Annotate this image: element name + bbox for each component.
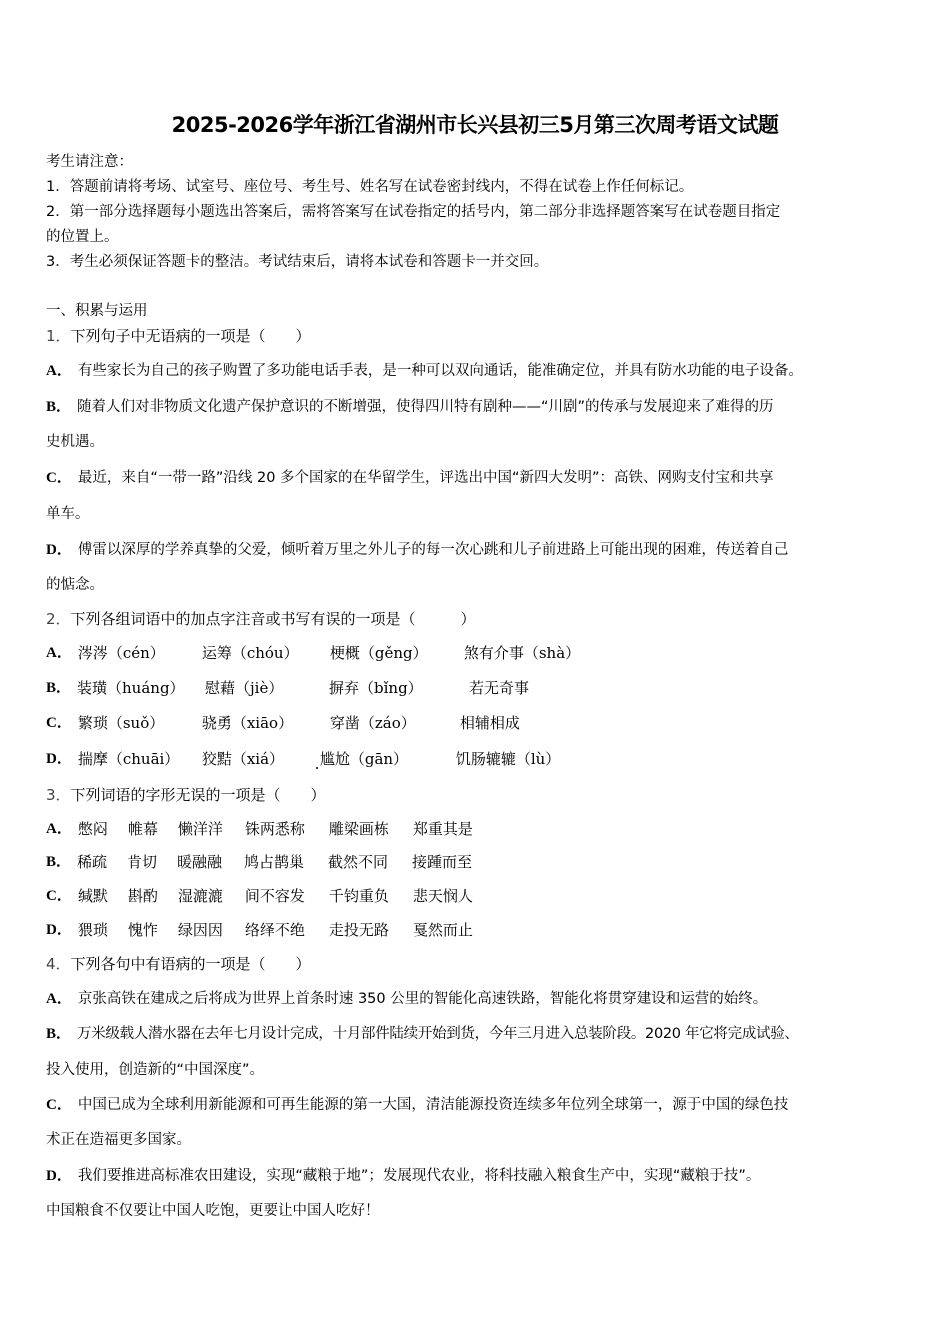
question-4-option-a xyxy=(46,987,767,1010)
word-item: 截然不同 xyxy=(328,853,389,871)
word-item: 斟酌 xyxy=(127,887,158,905)
word-item: 狡黠（xiá） xyxy=(201,750,285,768)
word-item: 装璜（huáng） xyxy=(77,679,185,697)
word-item: 缄默 xyxy=(77,887,108,905)
question-4-stem xyxy=(46,953,311,975)
option-text: 傅雷以深厚的学养真挚的父爱，倾听着万里之外儿子的每一次心跳和儿子前进路上可能出现的困难，传送着自己 xyxy=(77,542,789,558)
option-text: 万米级载人潜水器在去年七月设计完成，十月部件陆续开始到货，今年三月进入总装阶段。2020 年它将完成试验、 xyxy=(77,1026,799,1042)
word-item: 摒弃（bǐng） xyxy=(329,679,423,697)
option-letter: A． xyxy=(46,363,72,379)
word-item: 相辅相成 xyxy=(459,714,520,732)
question-1-option-b xyxy=(46,395,774,418)
question-2-stem xyxy=(46,608,476,630)
question-number: 4． xyxy=(46,955,71,973)
option-letter: D． xyxy=(46,922,72,938)
word-item: 帷幕 xyxy=(127,820,158,838)
question-3-option-b xyxy=(46,851,496,873)
option-letter: C． xyxy=(46,470,72,486)
question-2-option-c xyxy=(46,712,520,734)
notice-item-2: 2．第一部分选择题每小题选出答案后，需将答案写在试卷指定的括号内，第二部分非选择题答案写在试卷题目指定 xyxy=(46,204,781,220)
question-1-stem xyxy=(46,325,311,347)
word-item: 稀疏 xyxy=(77,853,108,871)
word-item: 猥琐 xyxy=(77,921,108,939)
question-1-option-a xyxy=(46,359,803,382)
question-4-option-c-cont: 术正在造福更多国家。 xyxy=(46,1132,191,1148)
option-letter: A． xyxy=(46,821,72,837)
option-letter: D． xyxy=(46,751,72,767)
question-2-option-a xyxy=(46,642,580,664)
question-3-option-a xyxy=(46,818,497,840)
question-text: 下列各组词语中的加点字注音或书写有误的一项是（ ） xyxy=(70,610,476,628)
question-4-option-b xyxy=(46,1022,799,1045)
word-item: 雕梁画栋 xyxy=(328,820,389,838)
option-text: 有些家长为自己的孩子购置了多功能电话手表，是一种可以双向通话，能准确定位，并具有防水功能的电子设备。 xyxy=(77,363,803,379)
question-1-option-c-cont: 单车。 xyxy=(46,506,90,522)
option-letter: A． xyxy=(46,645,72,661)
question-3-stem xyxy=(46,784,326,806)
question-3-option-c xyxy=(46,885,497,907)
word-item: 接踵而至 xyxy=(412,853,473,871)
question-2-option-b xyxy=(46,677,529,699)
word-item: 涔涔（cén） xyxy=(77,644,165,662)
option-text: 中国已成为全球利用新能源和可再生能源的第一大国，清洁能源投资连续多年位列全球第一，源于中国的绿色技 xyxy=(77,1097,789,1113)
question-1-option-d-cont: 的惦念。 xyxy=(46,577,104,593)
question-1-option-c xyxy=(46,466,774,489)
section-heading: 一、积累与运用 xyxy=(46,303,148,319)
option-letter: B． xyxy=(46,854,72,870)
option-letter: A． xyxy=(46,991,72,1007)
question-1-option-b-cont: 史机遇。 xyxy=(46,434,104,450)
word-item: 郑重其是 xyxy=(412,820,473,838)
option-letter: C． xyxy=(46,715,72,731)
question-number: 2． xyxy=(46,610,71,628)
word-item: 运筹（chóu） xyxy=(201,644,299,662)
notice-heading: 考生请注意： xyxy=(46,154,133,170)
option-text: 京张高铁在建成之后将成为世界上首条时速 350 公里的智能化高速铁路，智能化将贯穿建设和运营的始终。 xyxy=(77,991,768,1007)
word-item: 煞有介事（shà） xyxy=(463,644,581,662)
word-item: 鸠占鹊巢 xyxy=(244,853,305,871)
word-item: 间不容发 xyxy=(244,887,305,905)
notice-item-2-cont: 的位置上。 xyxy=(46,229,119,245)
word-item: 梗概（gěng） xyxy=(329,644,428,662)
word-item: 尴尬（gān） xyxy=(320,748,456,770)
word-item: 肯切 xyxy=(127,853,158,871)
notice-item-3: 3．考生必须保证答题卡的整洁。考试结束后，请将本试卷和答题卡一并交回。 xyxy=(46,254,549,270)
word-item: 络绎不绝 xyxy=(244,921,305,939)
word-item: 愧怍 xyxy=(127,921,158,939)
word-item: 绿因因 xyxy=(177,921,223,939)
word-item: 骁勇（xiāo） xyxy=(201,714,294,732)
word-item: 走投无路 xyxy=(328,921,389,939)
option-letter: D． xyxy=(46,1168,72,1184)
word-item: 憋闷 xyxy=(77,820,108,838)
word-item: 慰藉（jiè） xyxy=(205,679,284,697)
option-text: 我们要推进高标准农田建设，实现“藏粮于地”；发展现代农业，将科技融入粮食生产中，实现“藏粮于技”。 xyxy=(77,1168,761,1184)
option-letter: B． xyxy=(46,1026,72,1042)
word-item: 悲天悯人 xyxy=(412,887,473,905)
question-4-option-d xyxy=(46,1164,760,1187)
word-item: 铢两悉称 xyxy=(244,820,305,838)
word-item: 戛然而止 xyxy=(412,921,473,939)
word-item: 饥肠辘辘（lù） xyxy=(455,750,561,768)
word-item: 繁琐（suǒ） xyxy=(77,714,165,732)
question-2-option-d xyxy=(46,748,560,770)
question-4-option-b-cont: 投入使用，创造新的“中国深度”。 xyxy=(46,1062,265,1078)
question-3-option-d xyxy=(46,919,497,941)
word-item: 懒洋洋 xyxy=(177,820,223,838)
word-item: 若无奇事 xyxy=(469,679,530,697)
option-letter: D． xyxy=(46,542,72,558)
page-title: 2025-2026学年浙江省湖州市长兴县初三5月第三次周考语文试题 xyxy=(171,113,779,137)
question-text: 下列各句中有语病的一项是（ ） xyxy=(70,955,311,973)
question-text: 下列句子中无语病的一项是（ ） xyxy=(70,327,311,345)
option-letter: C． xyxy=(46,888,72,904)
word-item: 暖融融 xyxy=(177,853,223,871)
question-4-option-d-cont: 中国粮食不仅要让中国人吃饱，更要让中国人吃好！ xyxy=(46,1203,380,1219)
notice-item-1: 1．答题前请将考场、试室号、座位号、考生号、姓名写在试卷密封线内，不得在试卷上作任何标记。 xyxy=(46,179,694,195)
question-4-option-c xyxy=(46,1093,788,1116)
word-item: 千钧重负 xyxy=(328,887,389,905)
question-text: 下列词语的字形无误的一项是（ ） xyxy=(70,786,326,804)
question-number: 1． xyxy=(46,327,71,345)
option-letter: B． xyxy=(46,399,72,415)
word-item: 穿凿（záo） xyxy=(329,714,416,732)
word-item: 湿漉漉 xyxy=(177,887,223,905)
question-number: 3． xyxy=(46,786,71,804)
question-1-option-d xyxy=(46,538,788,561)
option-letter: B． xyxy=(46,680,72,696)
option-text: 随着人们对非物质文化遗产保护意识的不断增强，使得四川特有剧种——“川剧”的传承与发展迎来了难得的历 xyxy=(77,399,774,415)
option-letter: C． xyxy=(46,1097,72,1113)
word-item: 揣摩（chuāi） xyxy=(77,750,180,768)
option-text: 最近，来自“一带一路”沿线 20 多个国家的在华留学生，评选出中国“新四大发明”：高铁、网购支付宝和共享 xyxy=(77,470,774,486)
